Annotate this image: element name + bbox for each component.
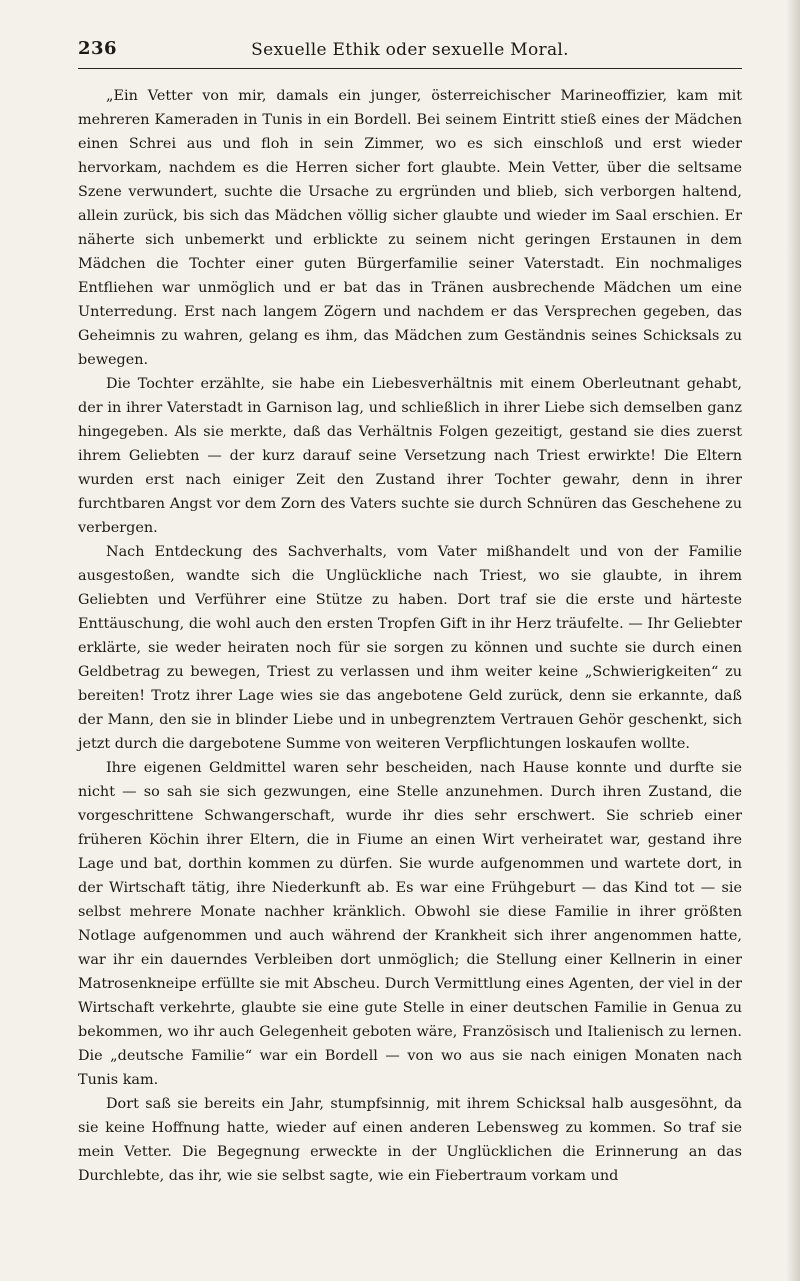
page-edge-shadow: [786, 0, 800, 1281]
header-rule: [78, 68, 742, 69]
paragraph: Ihre eigenen Geldmittel waren sehr bescheiden, nach Hause konnte und durfte sie nicht — so sah sie sich gezwungen, eine Stelle anzunehmen. Durch ihren Zustand, die vorgeschrittene Schwangerschaft, wurde ihr dies sehr erschwert. Sie schrieb einer früheren Köchin ihrer Eltern, die in Fiume an einen Wirt verheiratet war, gestand ihre Lage und bat, dorthin kommen zu dürfen. Sie wurde aufgenommen und wartete dort, in der Wirtschaft tätig, ihre Niederkunft ab. Es war eine Frühgeburt — das Kind tot — sie selbst mehrere Monate nachher kränklich. Obwohl sie diese Familie in ihrer größten Notlage aufgenommen und auch während der Krankheit sich ihrer angenommen hatte, war ihr ein dauerndes Verbleiben dort unmöglich; die Stellung einer Kellnerin in einer Matrosenkneipe erfüllte sie mit Abscheu. Durch Vermittlung eines Agenten, der viel in der Wirtschaft verkehrte, glaubte sie eine gute Stelle in einer deutschen Familie in Genua zu bekommen, wo ihr auch Gelegenheit geboten wäre, Französisch und Italienisch zu lernen. Die „deutsche Familie“ war ein Bordell — von wo aus sie nach einigen Monaten nach Tunis kam.: [78, 760, 742, 1088]
running-head: Sexuelle Ethik oder sexuelle Moral.: [251, 40, 569, 60]
paragraph: Nach Entdeckung des Sachverhalts, vom Vater mißhandelt und von der Familie ausgestoßen, wandte sich die Unglückliche nach Triest, wo sie glaubte, in ihrem Geliebten und Verführer eine Stütze zu haben. Dort traf sie die erste und härteste Enttäuschung, die wohl auch den ersten Tropfen Gift in ihr Herz träufelte. — Ihr Geliebter erklärte, sie weder heiraten noch für sie sorgen zu können und suchte sie durch einen Geldbetrag zu bewegen, Triest zu verlassen und ihm weiter keine „Schwierigkeiten“ zu bereiten! Trotz ihrer Lage wies sie das angebotene Geld zurück, denn sie erkannte, daß der Mann, den sie in blinder Liebe und in unbegrenztem Vertrauen Gehör geschenkt, sich jetzt durch die dargebotene Summe von weiteren Verpflichtungen loskaufen wollte.: [78, 544, 742, 752]
paragraph: Dort saß sie bereits ein Jahr, stumpfsinnig, mit ihrem Schicksal halb ausgesöhnt, da sie keine Hoffnung hatte, wieder auf einen anderen Lebensweg zu kommen. So traf sie mein Vetter. Die Begegnung erweckte in der Unglücklichen die Erinnerung an das Durchlebte, das ihr, wie sie selbst sagte, wie ein Fiebertraum vorkam und: [78, 1096, 742, 1184]
page-header: [78, 36, 742, 76]
body-text: [78, 84, 742, 1188]
paragraph: Die Tochter erzählte, sie habe ein Liebesverhältnis mit einem Oberleutnant gehabt, der in ihrer Vaterstadt in Garnison lag, und schließlich in ihrer Liebe sich demselben ganz hingegeben. Als sie merkte, daß das Verhältnis Folgen gezeitigt, gestand sie dies zuerst ihrem Geliebten — der kurz darauf seine Versetzung nach Triest erwirkte! Die Eltern wurden erst nach einiger Zeit den Zustand ihrer Tochter gewahr, denn in ihrer furchtbaren Angst vor dem Zorn des Vaters suchte sie durch Schnüren das Geschehene zu verbergen.: [78, 376, 742, 536]
paragraph: „Ein Vetter von mir, damals ein junger, österreichischer Marineoffizier, kam mit mehreren Kameraden in Tunis in ein Bordell. Bei seinem Eintritt stieß eines der Mädchen einen Schrei aus und floh in sein Zimmer, wo es sich einschloß und erst wieder hervorkam, nachdem es die Herren sicher fort glaubte. Mein Vetter, über die seltsame Szene verwundert, suchte die Ursache zu ergründen und blieb, sich verborgen haltend, allein zurück, bis sich das Mädchen völlig sicher glaubte und wieder im Saal erschien. Er näherte sich unbemerkt und erblickte zu seinem nicht geringen Erstaunen in dem Mädchen die Tochter einer guten Bürgerfamilie seiner Vaterstadt. Ein nochmaliges Entfliehen war unmöglich und er bat das in Tränen ausbrechende Mädchen um eine Unterredung. Erst nach langem Zögern und nachdem er das Versprechen gegeben, das Geheimnis zu wahren, gelang es ihm, das Mädchen zum Geständnis seines Schicksals zu bewegen.: [78, 88, 742, 368]
page-number: 236: [78, 38, 118, 59]
